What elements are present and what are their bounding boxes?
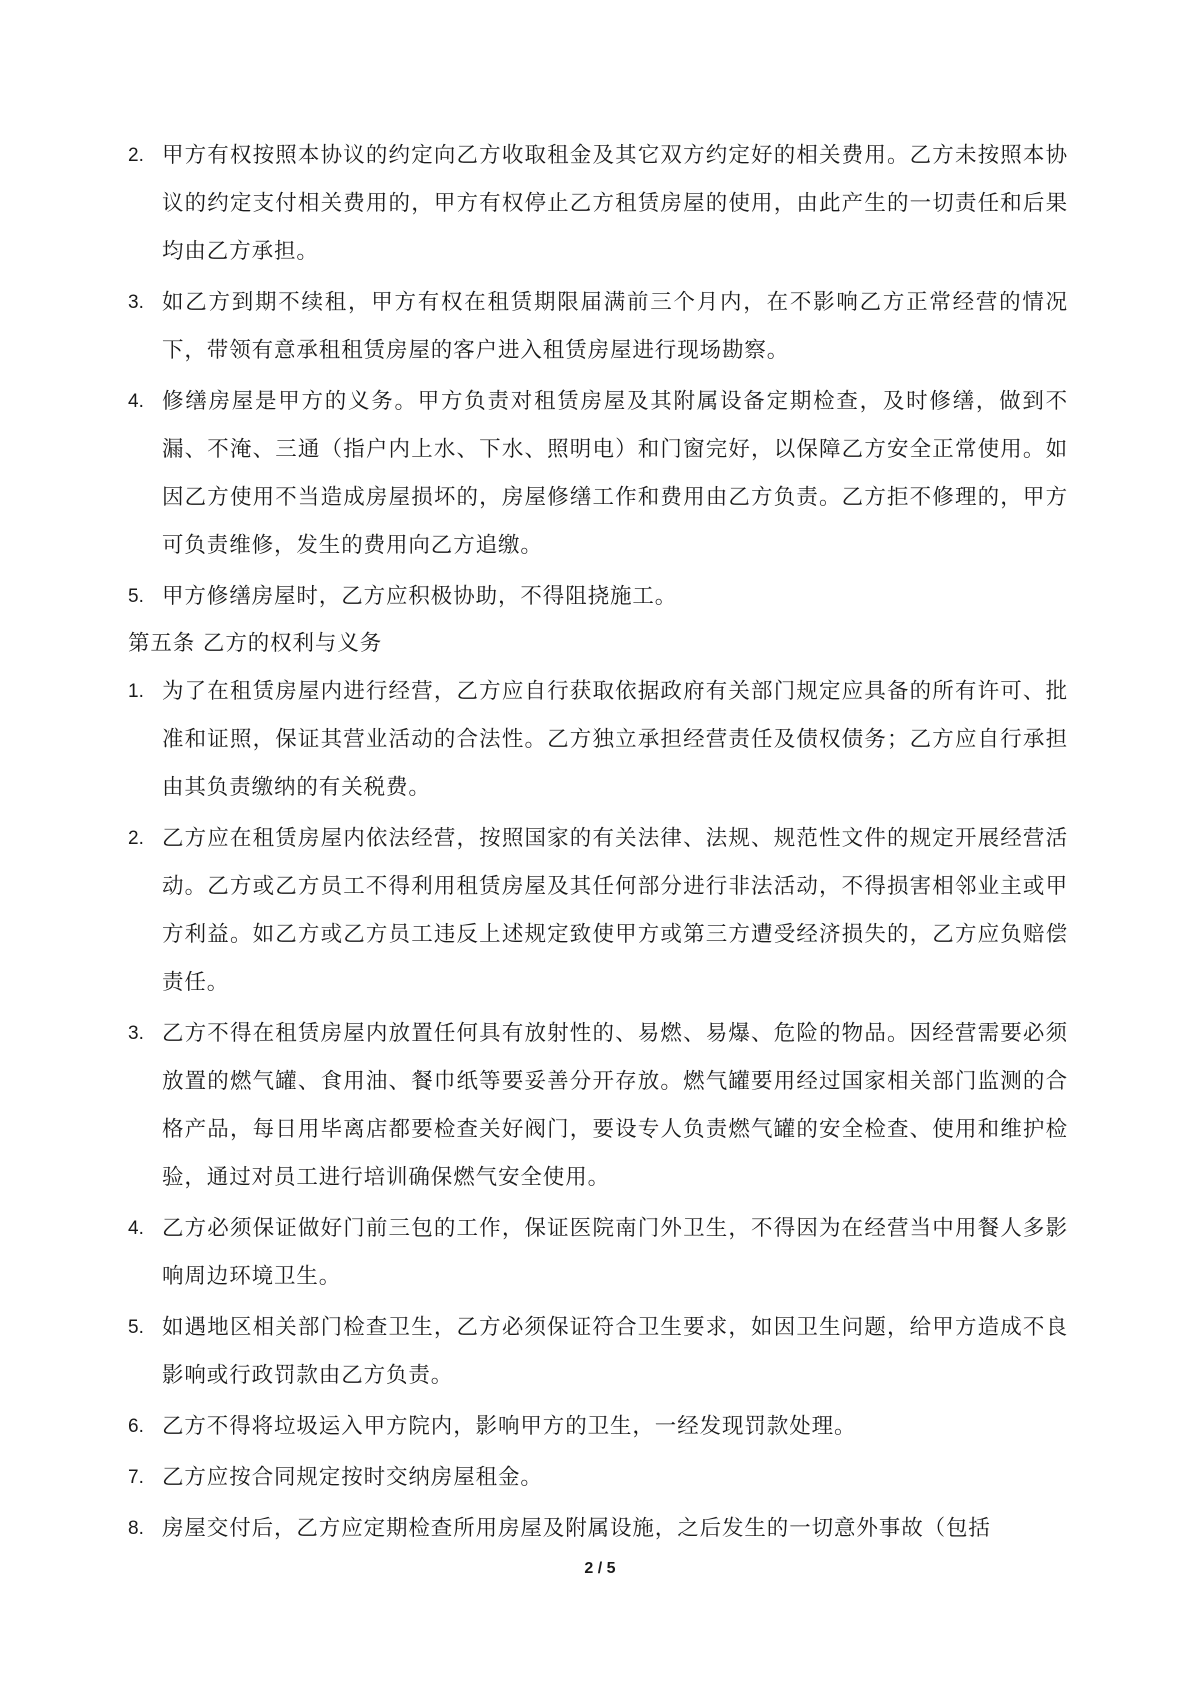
item-number: 3.	[128, 1023, 144, 1044]
item-number: 2.	[128, 145, 144, 166]
item-number: 5.	[128, 1317, 144, 1338]
item-text: 房屋交付后，乙方应定期检查所用房屋及附属设施，之后发生的一切意外事故（包括	[162, 1516, 991, 1541]
list-item	[128, 1403, 1068, 1451]
item-number: 2.	[128, 828, 144, 849]
item-text: 如乙方到期不续租，甲方有权在租赁期限届满前三个月内，在不影响乙方正常经营的情况下，带领有意承租租赁房屋的客户进入租赁房屋进行现场勘察。	[162, 290, 1068, 363]
item-text: 乙方不得将垃圾运入甲方院内，影响甲方的卫生，一经发现罚款处理。	[162, 1414, 857, 1439]
item-number: 1.	[128, 681, 144, 702]
list-item	[128, 668, 1068, 812]
item-text: 为了在租赁房屋内进行经营，乙方应自行获取依据政府有关部门规定应具备的所有许可、批准和证照，保证其营业活动的合法性。乙方独立承担经营责任及债权债务；乙方应自行承担由其负责缴纳的有关税费。	[162, 679, 1068, 800]
list-item	[128, 1010, 1068, 1202]
list-item	[128, 132, 1068, 276]
item-text: 乙方应按合同规定按时交纳房屋租金。	[162, 1465, 543, 1490]
item-number: 4.	[128, 1218, 144, 1239]
list-item	[128, 1505, 1068, 1553]
item-number: 3.	[128, 292, 144, 313]
item-number: 5.	[128, 586, 144, 607]
item-text: 乙方必须保证做好门前三包的工作，保证医院南门外卫生，不得因为在经营当中用餐人多影响周边环境卫生。	[162, 1216, 1068, 1289]
list-item	[128, 378, 1068, 570]
item-text: 乙方应在租赁房屋内依法经营，按照国家的有关法律、法规、规范性文件的规定开展经营活动。乙方或乙方员工不得利用租赁房屋及其任何部分进行非法活动，不得损害相邻业主或甲方利益。如乙方或乙方员工违反上述规定致使甲方或第三方遭受经济损失的，乙方应负赔偿责任。	[162, 826, 1068, 995]
item-number: 4.	[128, 391, 144, 412]
list-item	[128, 1205, 1068, 1301]
item-text: 修缮房屋是甲方的义务。甲方负责对租赁房屋及其附属设备定期检查，及时修缮，做到不漏、不淹、三通（指户内上水、下水、照明电）和门窗完好，以保障乙方安全正常使用。如因乙方使用不当造成房屋损坏的，房屋修缮工作和费用由乙方负责。乙方拒不修理的，甲方可负责维修，发生的费用向乙方追缴。	[162, 389, 1068, 558]
item-number: 8.	[128, 1518, 144, 1539]
section5-list	[128, 668, 1068, 1556]
item-text: 乙方不得在租赁房屋内放置任何具有放射性的、易燃、易爆、危险的物品。因经营需要必须放置的燃气罐、食用油、餐巾纸等要妥善分开存放。燃气罐要用经过国家相关部门监测的合格产品，每日用毕离店都要检查关好阀门，要设专人负责燃气罐的安全检查、使用和维护检验，通过对员工进行培训确保燃气安全使用。	[162, 1021, 1068, 1190]
item-text: 如遇地区相关部门检查卫生，乙方必须保证符合卫生要求，如因卫生问题，给甲方造成不良影响或行政罚款由乙方负责。	[162, 1315, 1068, 1388]
item-number: 6.	[128, 1416, 144, 1437]
list-item	[128, 815, 1068, 1007]
list-item	[128, 573, 1068, 621]
list-item	[128, 1304, 1068, 1400]
item-text: 甲方有权按照本协议的约定向乙方收取租金及其它双方约定好的相关费用。乙方未按照本协议的约定支付相关费用的，甲方有权停止乙方租赁房屋的使用，由此产生的一切责任和后果均由乙方承担。	[162, 143, 1068, 264]
section4-list	[128, 132, 1068, 624]
page-number: 2 / 5	[584, 1560, 616, 1577]
section5-heading: 第五条 乙方的权利与义务	[128, 631, 383, 656]
list-item	[128, 279, 1068, 375]
list-item	[128, 1454, 1068, 1502]
item-text: 甲方修缮房屋时，乙方应积极协助，不得阻挠施工。	[162, 584, 678, 609]
item-number: 7.	[128, 1467, 144, 1488]
